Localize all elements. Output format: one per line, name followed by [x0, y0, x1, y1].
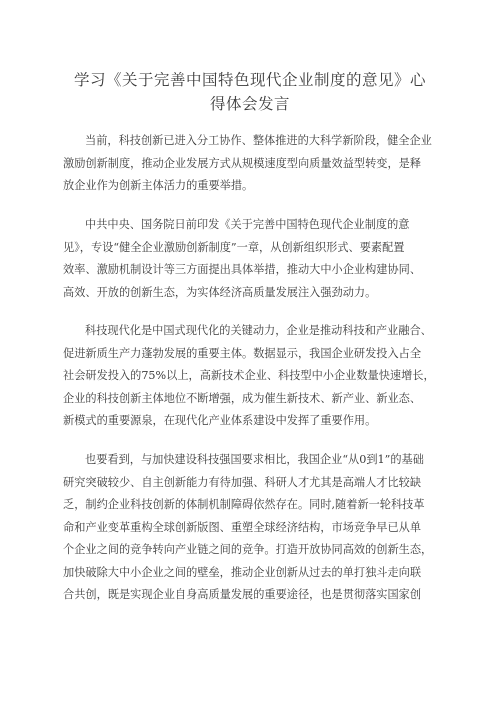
paragraph-line: 促进新质生产力蓬勃发展的重要主体。数据显示，我国企业研发投入占全: [63, 346, 422, 360]
paragraph-line: 放企业作为创新主体活力的重要举措。: [63, 179, 254, 192]
title-line: 学习《关于完善中国特色现代企业制度的意见》心: [73, 71, 426, 89]
paragraph-line: 个企业之间的竞争转向产业链之间的竞争。打造开放协同高效的创新生态，: [63, 543, 433, 556]
paragraph-line: 乏，制约企业科技创新的体制机制障碍依然存在。同时,随着新一轮科技革: [63, 498, 425, 511]
paragraph-4: [63, 449, 439, 607]
paragraph-line: 社会研发投入的75%以上，高新技术企业、科技型中小企业数量快速增长，: [63, 369, 435, 382]
document-title: [60, 68, 440, 116]
paragraph-line: 研究突破较少、自主创新能力有待加强、科研人才尤其是高端人才比较缺: [63, 475, 422, 489]
paragraph-line: 新模式的重要源泉，在现代化产业体系建设中发挥了重要作用。: [63, 414, 377, 427]
title-line: 得体会发言: [209, 95, 290, 113]
paragraph-line: 科技现代化是中国式现代化的关键动力，企业是推动科技和产业融合、: [85, 324, 432, 337]
paragraph-1: [63, 130, 439, 198]
paragraph-line: 当前，科技创新已进入分工协作、整体推进的大科学新阶段，健全企业: [85, 134, 432, 147]
paragraph-line: 中共中央、国务院日前印发《关于完善中国特色现代企业制度的意: [85, 218, 410, 231]
paragraph-line: 命和产业变革重构全球创新版图、重塑全球经济结构，市场竞争早已从单: [63, 520, 422, 534]
paragraph-line: 合共创，既是实现企业自身高质量发展的重要途径，也是贯彻落实国家创: [63, 588, 422, 601]
paragraph-line: 加快破除大中小企业之间的壁垒，推动企业创新从过去的单打独斗走向联: [63, 565, 422, 579]
paragraph-3: [63, 320, 439, 433]
paragraph-line: 企业的科技创新主体地位不断增强，成为催生新技术、新产业、新业态、: [63, 391, 422, 405]
paragraph-line: 激励创新制度，推动企业发展方式从规模速度型向质量效益型转变，是释: [63, 156, 422, 170]
paragraph-line: 也要看到，与加快建设科技强国要求相比，我国企业“从0到1”的基础: [85, 453, 424, 466]
paragraph-line: 见》，专设“健全企业激励创新制度”一章，从创新组织形式、要素配置: [63, 240, 405, 254]
paragraph-line: 效率、激励机制设计等三方面提出具体举措，推动大中小企业构建协同、: [63, 263, 422, 276]
paragraph-line: 高效、开放的创新生态，为实体经济高质量发展注入强劲动力。: [63, 285, 377, 299]
paragraph-2: [63, 214, 439, 304]
